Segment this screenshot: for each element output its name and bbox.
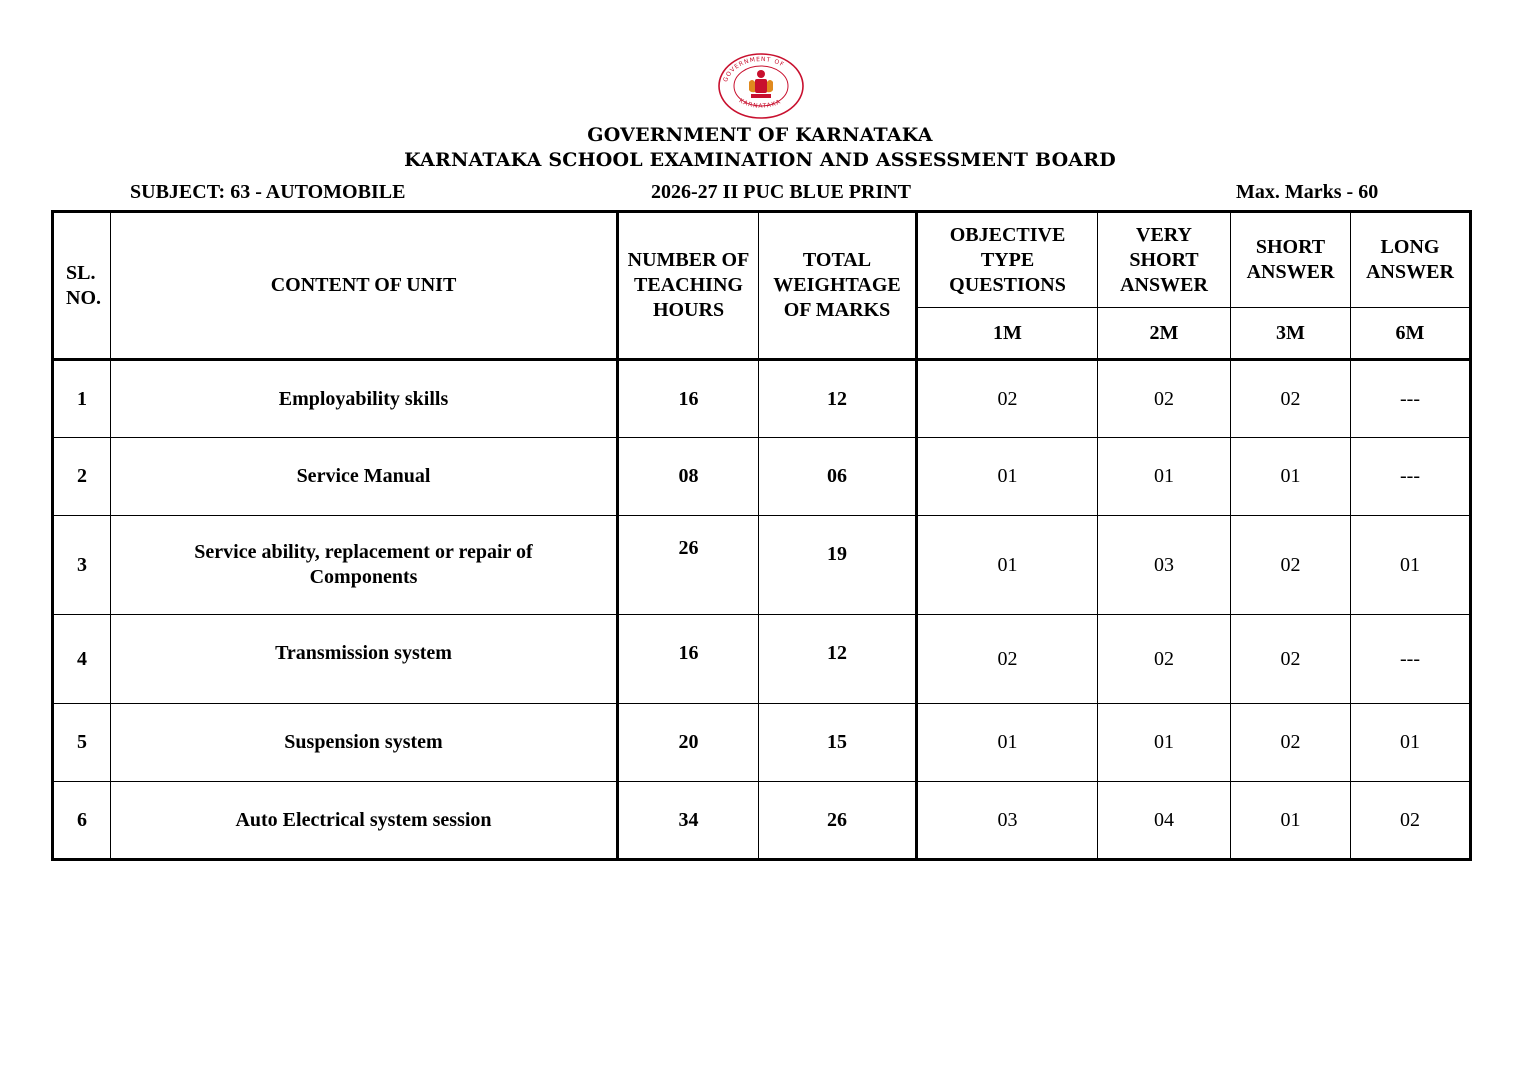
marks-3m-header: 3M [1231,308,1351,360]
sl-no-cell: 3 [53,516,111,615]
content-cell: Employability skills [111,360,618,438]
table-row [53,704,1471,782]
marks-cell: 26 [759,782,917,860]
teaching-hours-header: NUMBER OF TEACHING HOURS [618,212,759,360]
sa-cell: 02 [1231,704,1351,782]
la-cell: --- [1351,438,1471,516]
hours-cell: 16 [618,360,759,438]
la-cell: --- [1351,360,1471,438]
header-row [53,212,1471,308]
sl-no-cell: 2 [53,438,111,516]
vsa-cell: 04 [1098,782,1231,860]
objective-cell: 01 [917,516,1098,615]
marks-2m-header: 2M [1098,308,1231,360]
hours-cell: 26 [618,516,759,615]
sl-no-cell: 4 [53,615,111,704]
sa-cell: 01 [1231,438,1351,516]
content-cell: Suspension system [111,704,618,782]
content-cell: Transmission system [111,615,618,704]
table-row [53,360,1471,438]
marks-cell: 15 [759,704,917,782]
sl-no-cell: 1 [53,360,111,438]
sa-cell: 01 [1231,782,1351,860]
content-cell: Auto Electrical system session [111,782,618,860]
objective-cell: 01 [917,704,1098,782]
max-marks-label: Max. Marks - 60 [1236,181,1379,203]
sa-cell: 02 [1231,516,1351,615]
board-title: KARNATAKA SCHOOL EXAMINATION AND ASSESSMENT BOARD [404,149,1116,171]
vsa-cell: 03 [1098,516,1231,615]
table-row [53,782,1471,860]
content-header: CONTENT OF UNIT [111,212,618,360]
table-row [53,516,1471,615]
marks-cell: 12 [759,360,917,438]
vsa-cell: 02 [1098,360,1231,438]
vsa-cell: 01 [1098,438,1231,516]
hours-cell: 20 [618,704,759,782]
table-row [53,615,1471,704]
weightage-header: TOTAL WEIGHTAGE OF MARKS [759,212,917,360]
svg-text:KARNATAKA: KARNATAKA [737,97,783,110]
la-cell: 01 [1351,704,1471,782]
marks-cell: 12 [759,615,917,704]
svg-text:GOVERNMENT OF: GOVERNMENT OF [722,55,786,83]
short-answer-header: SHORT ANSWER [1231,212,1351,308]
objective-cell: 02 [917,615,1098,704]
hours-cell: 08 [618,438,759,516]
karnataka-emblem-seal [716,52,806,120]
content-cell: Service ability, replacement or repair of Components [111,516,618,615]
sa-cell: 02 [1231,360,1351,438]
long-answer-header: LONG ANSWER [1351,212,1471,308]
objective-cell: 02 [917,360,1098,438]
very-short-answer-header: VERY SHORT ANSWER [1098,212,1231,308]
marks-6m-header: 6M [1351,308,1471,360]
sl-no-cell: 5 [53,704,111,782]
vsa-cell: 02 [1098,615,1231,704]
blueprint-label: 2026-27 II PUC BLUE PRINT [651,181,912,203]
subject-label: SUBJECT: 63 - AUTOMOBILE [130,181,406,203]
marks-1m-header: 1M [917,308,1098,360]
content-cell: Service Manual [111,438,618,516]
objective-cell: 01 [917,438,1098,516]
government-title: GOVERNMENT OF KARNATAKA [587,124,933,146]
hours-cell: 16 [618,615,759,704]
objective-cell: 03 [917,782,1098,860]
la-cell: 01 [1351,516,1471,615]
sl-no-cell: 6 [53,782,111,860]
hours-cell: 34 [618,782,759,860]
la-cell: --- [1351,615,1471,704]
la-cell: 02 [1351,782,1471,860]
sa-cell: 02 [1231,615,1351,704]
sl-no-header: SL. NO. [53,212,111,360]
marks-cell: 06 [759,438,917,516]
vsa-cell: 01 [1098,704,1231,782]
blueprint-table [51,210,1472,861]
table-row [53,438,1471,516]
marks-cell: 19 [759,516,917,615]
objective-header: OBJECTIVE TYPE QUESTIONS [917,212,1098,308]
